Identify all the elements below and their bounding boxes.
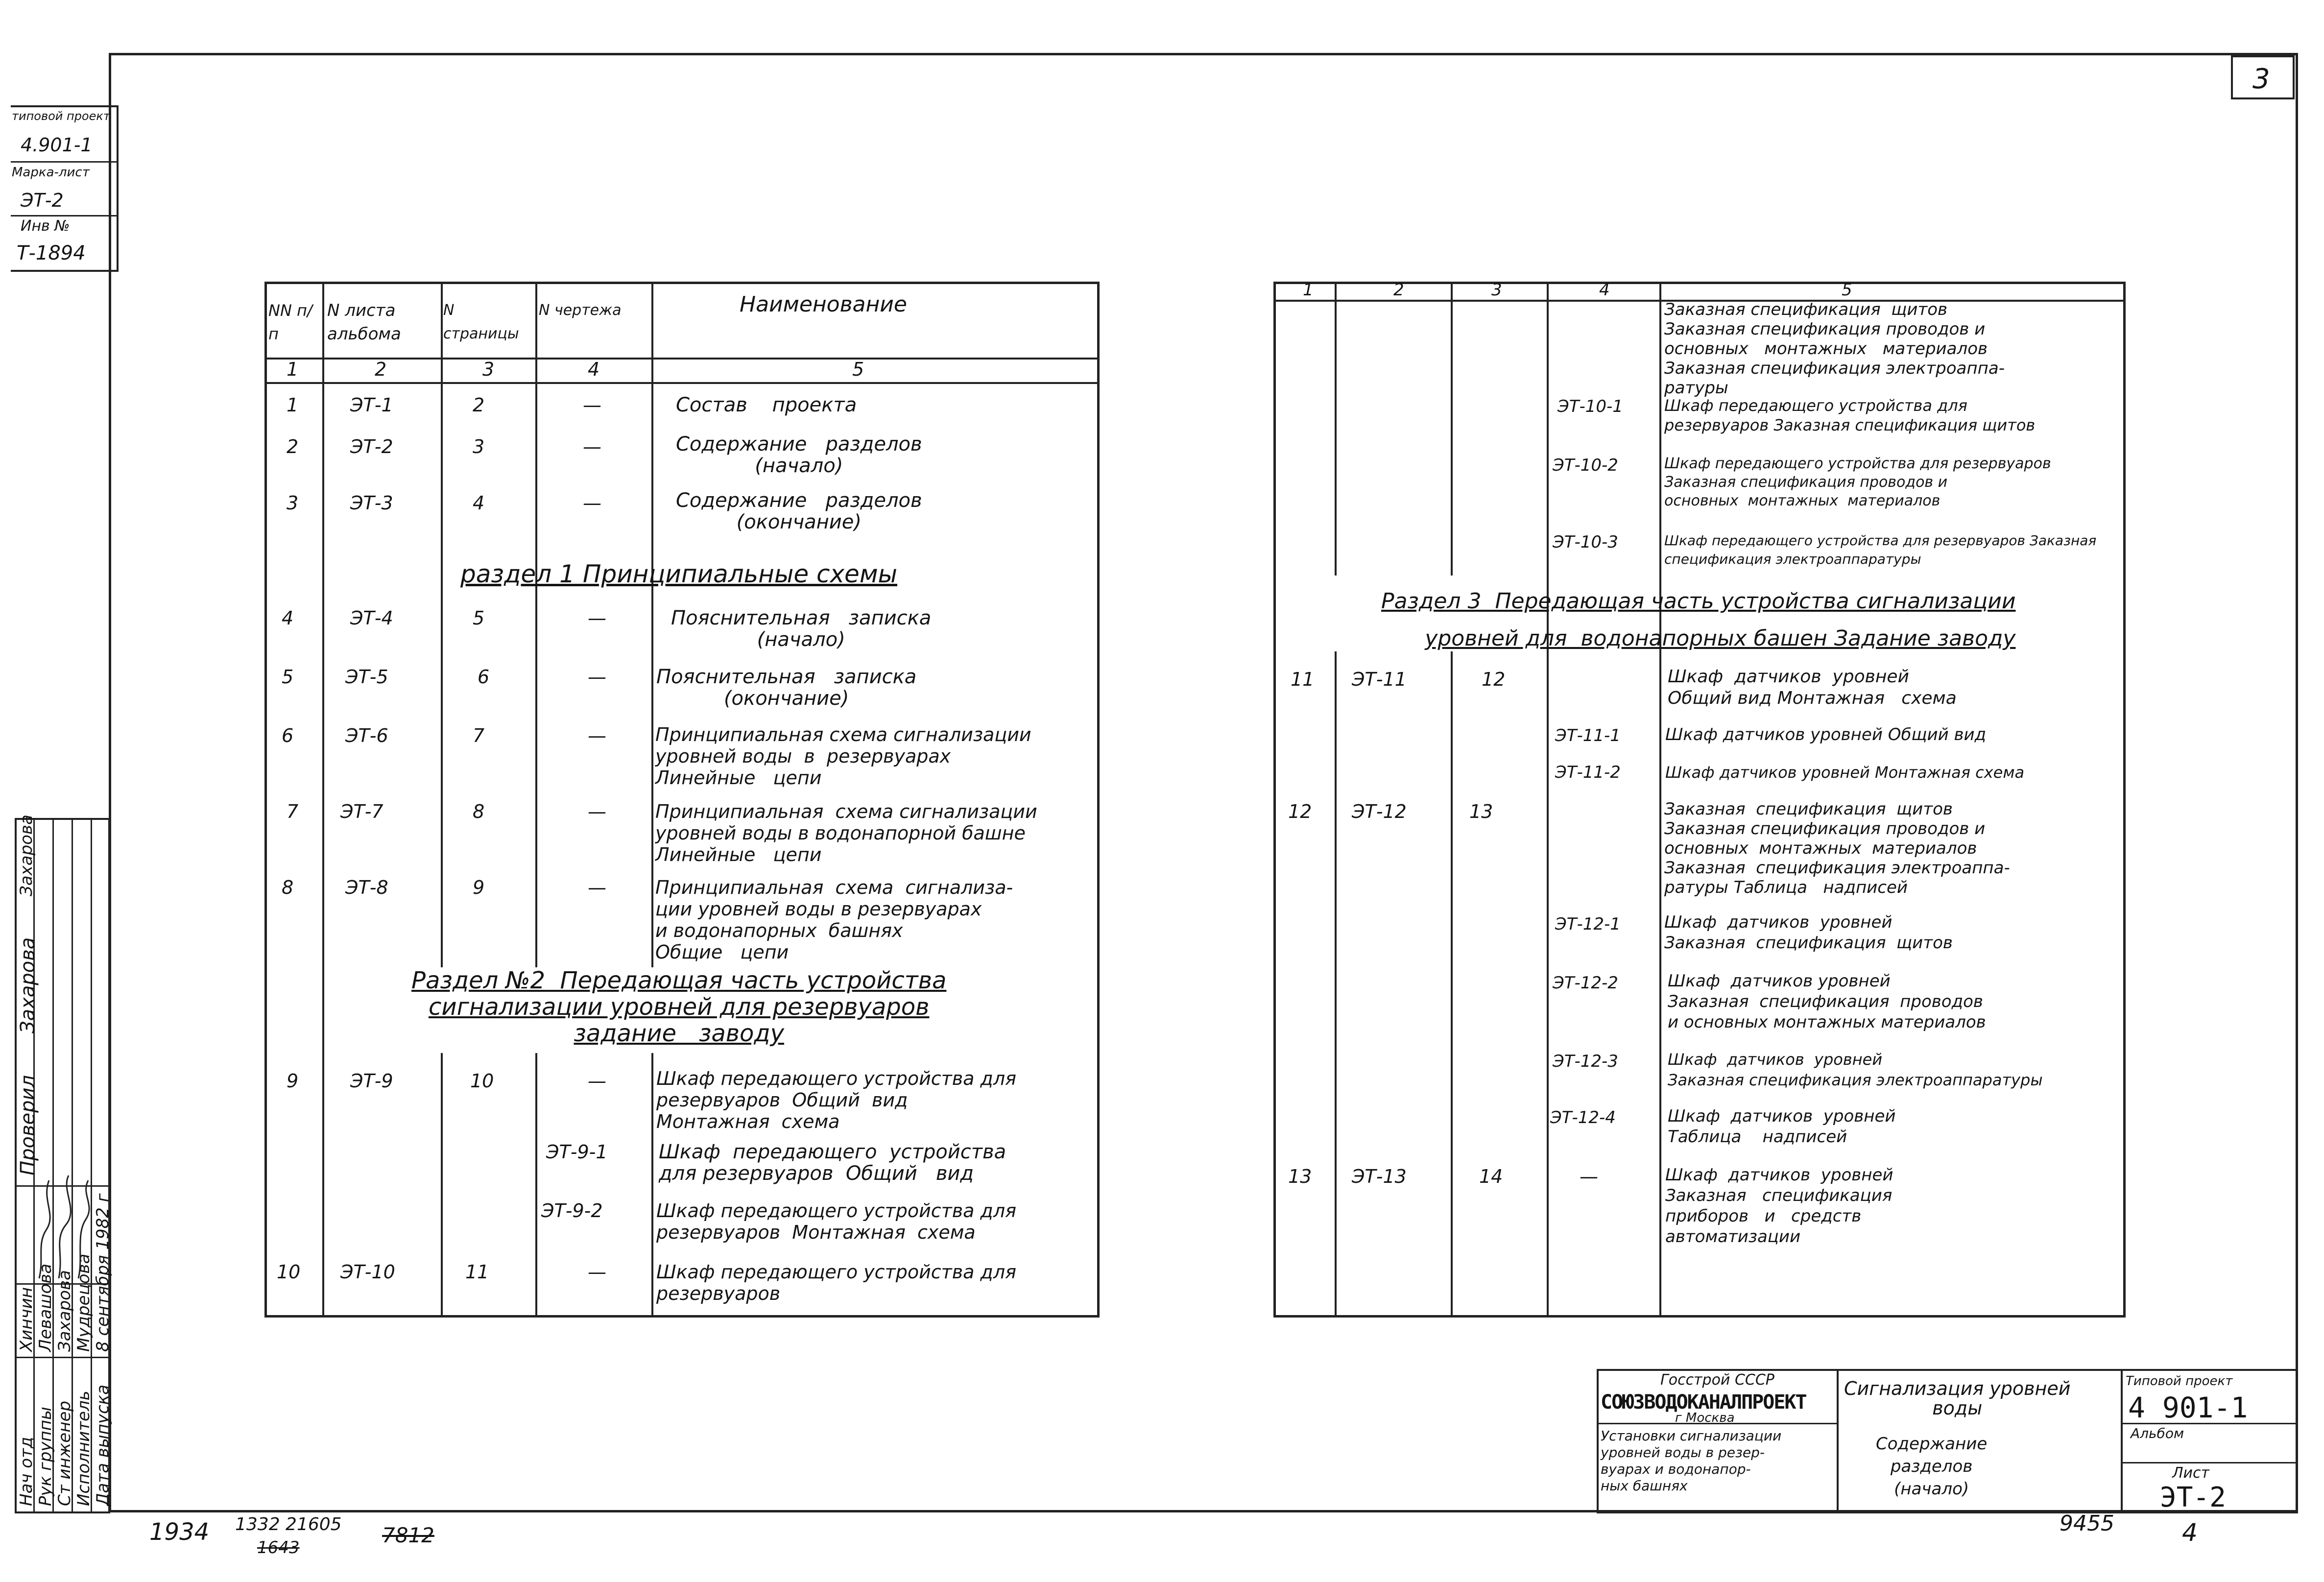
title-project-number: 4 901-1 [2128, 1391, 2248, 1424]
stamp-label-inv: Инв № [21, 217, 70, 235]
right-header-num-1: 1 [1303, 280, 1314, 300]
title-project-label: Типовой проект [2126, 1374, 2233, 1389]
right-header-num-2: 2 [1393, 280, 1404, 300]
bottom-note-mid1: 1332 21605 [235, 1514, 342, 1534]
side-role-2: Рук группы [36, 1407, 55, 1506]
side-name-5: 8 сентября 1982 г [93, 1193, 113, 1352]
side-name-3: Захарова [55, 1270, 74, 1352]
title-org-line3: г Москва [1675, 1411, 1735, 1425]
side-name-1: Хинчин [17, 1287, 36, 1352]
side-name-4: Мудрецова [74, 1253, 94, 1352]
left-section-2: Раздел №2 Передающая часть устройства сигнализации уровней для резервуаров задание заводу [411, 967, 947, 1047]
stamp-value-project: 4.901-1 [21, 134, 93, 156]
side-upper-3: Захарова [17, 815, 36, 896]
side-upper-2: Захарова [17, 937, 39, 1033]
bottom-note-left: 1934 [149, 1518, 210, 1546]
right-header-num-5: 5 [1842, 280, 1852, 300]
title-sheet-title: Содержание разделов (начало) [1876, 1434, 1988, 1499]
left-header-num-4: 4 [588, 359, 600, 380]
bottom-note-right-num: 9455 [2060, 1511, 2114, 1536]
left-header-num-2: 2 [375, 359, 387, 380]
left-header-num-5: 5 [852, 359, 864, 380]
side-role-1: Нач отд [17, 1437, 36, 1506]
title-org-line1: Госстрой СССР [1660, 1371, 1774, 1389]
stamp-label-mark: Марка-лист [12, 165, 90, 180]
side-role-5: Дата выпуска [93, 1384, 113, 1506]
left-header-nn: NN п/п [268, 301, 312, 343]
bottom-note-right-page: 4 [2182, 1518, 2198, 1547]
left-header-num-3: 3 [482, 359, 495, 380]
title-album-label: Альбом [2131, 1425, 2184, 1441]
title-project-desc: Установки сигнализации уровней воды в резер- вуарах и водонапор- ных башнях [1601, 1428, 1782, 1494]
side-upper-1: Проверил [17, 1075, 39, 1175]
side-role-4: Исполнитель [74, 1390, 94, 1506]
bottom-note-mid3: 7812 [382, 1523, 434, 1547]
left-header-name: Наименование [740, 292, 907, 317]
left-header-drawing: N чертежа [539, 302, 622, 319]
title-sheet-label: Лист [2172, 1464, 2210, 1482]
right-header-num-3: 3 [1491, 280, 1502, 300]
side-name-2: Левашова [36, 1263, 55, 1352]
title-subject: Сигнализация уровней воды [1844, 1378, 2071, 1419]
stamp-value-inv: Т-1894 [17, 242, 86, 264]
sheet-number: 3 [2252, 63, 2270, 95]
top-left-stamp [11, 105, 119, 272]
side-role-3: Ст инженер [55, 1401, 74, 1506]
bottom-note-mid2: 1643 [257, 1538, 300, 1558]
left-header-sheet: N листа альбома [327, 301, 401, 344]
left-header-page: N страницы [443, 302, 519, 342]
stamp-label-project: типовой проект [12, 109, 110, 123]
right-header-num-4: 4 [1599, 280, 1610, 300]
title-org-line2: СОЮЗВОДОКАНАЛПРОЕКТ [1601, 1391, 1806, 1414]
right-section-3: Раздел 3 Передающая часть устройства сигнализации уровней для водонапорных башен Задание заводу [1381, 589, 2016, 651]
left-section-1: раздел 1 Принципиальные схемы [460, 560, 898, 588]
left-header-num-1: 1 [287, 359, 299, 380]
title-sheet-code: ЭТ-2 [2160, 1482, 2226, 1513]
sheet-number-box [2231, 55, 2295, 99]
signatures [34, 1171, 108, 1283]
stamp-value-mark: ЭТ-2 [21, 190, 64, 211]
